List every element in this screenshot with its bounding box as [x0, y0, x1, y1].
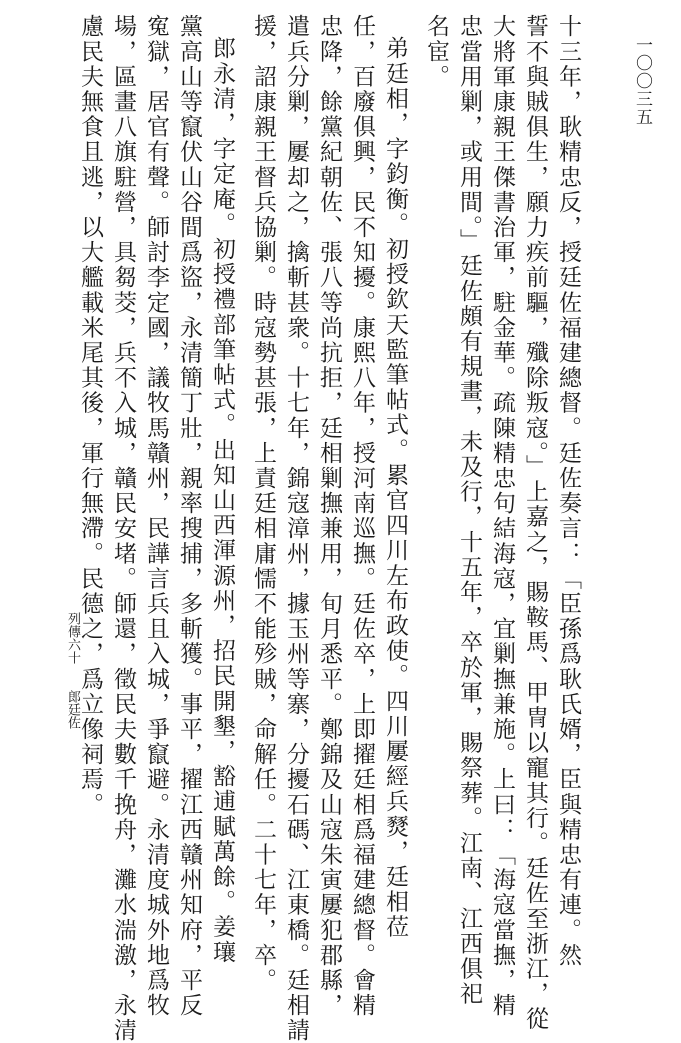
running-head-name: 郎廷佐 — [65, 690, 80, 729]
text-column: 忠降，餘黨紀朝佐、張八等尚抗拒，廷相剿撫兼用，旬月悉平。鄭錦及山寇朱寅屢犯郡縣， — [316, 14, 342, 1018]
running-head-section: 列傳六十 — [65, 612, 80, 664]
text-column: 郎永清，字定庵。初授禮部筆帖式。出知山西渾源州，招民開墾，豁逋賦萬餘。姜瓖 — [209, 36, 235, 965]
text-column: 遣兵分剿，屢却之，擒斬甚衆。十七年，錦寇漳州，據玉州等寨，分擾石碼、江東橋。廷相請 — [283, 14, 309, 1043]
text-column: 十三年，耿精忠反，授廷佐福建總督。廷佐奏言：「臣孫爲耿氏婿，臣與精忠有連。然 — [555, 14, 581, 968]
text-column: 慮民夫無食且逃，以大艦載米尾其後，軍行無滯。民德之，爲立像祠焉。 — [77, 14, 103, 818]
text-column: 援，詔康親王督兵協剿。時寇勢甚張，上責廷相庸懦不能殄賊，命解任。二十七年，卒。 — [250, 14, 276, 993]
text-column: 名宦。 — [423, 14, 449, 90]
text-column: 大將軍康親王傑書治軍，駐金華。疏陳精忠句結海寇，宜剿撫兼施。上曰：「海寇當撫，精 — [489, 14, 515, 1018]
text-column: 弟廷相，字鈞衡。初授欽天監筆帖式。累官四川左布政使。四川屢經兵燹，廷相莅 — [382, 36, 408, 940]
text-column: 誓不與賊俱生，願力疾前驅，殲除叛寇。」上嘉之，賜鞍馬、甲冑以寵其行。廷佐至浙江，從 — [522, 14, 548, 1032]
text-column: 黨高山等竄伏山谷間爲盜，永清簡丁壯，親率搜捕，多斬獲。事平，擢江西贛州知府，平反 — [176, 14, 202, 1018]
text-column: 場，區畫八旗駐營，具芻茭，兵不入城，贛民安堵。師還，徵民夫數千挽舟，灘水湍激，永清 — [110, 14, 136, 1043]
text-column: 寃獄，居官有聲。師討李定國，議牧馬贛州，民譁言兵且入城，爭竄避。永清度城外地爲牧 — [143, 14, 169, 1018]
page-number: 一〇〇三五 — [632, 36, 652, 126]
text-column: 忠當用剿，或用間。」廷佐頗有規畫，未及行，十五年，卒於軍，賜祭葬。江南、江西俱祀 — [456, 14, 482, 1007]
running-head — [64, 612, 80, 729]
text-column: 任，百廢俱興，民不知擾。康熙八年，授河南巡撫。廷佐卒，上即擢廷相爲福建總督。會精 — [349, 14, 375, 1018]
